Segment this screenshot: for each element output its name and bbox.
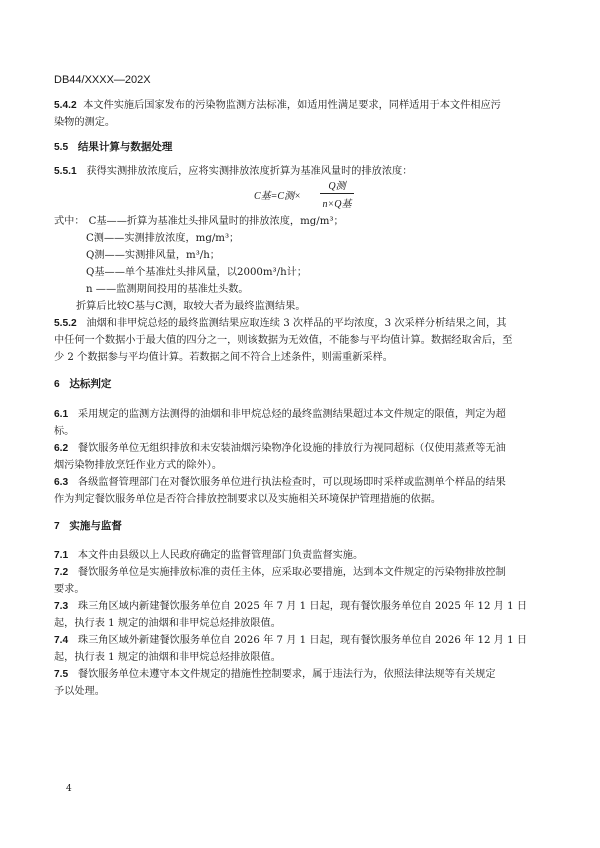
- clause-number: 7.5: [54, 669, 69, 680]
- section-number: 6: [54, 379, 60, 390]
- formula-fraction: [320, 177, 354, 210]
- clause-text: 餐饮服务单位未遵守本文件规定的措施性控制要求，属于违法行为，依照法律法规等有关规定: [77, 669, 496, 680]
- clause-7-4-cont: 起，执行表 1 规定的油烟和非甲烷总烃排放限值。: [54, 652, 281, 663]
- clause-6-1-cont: 标。: [54, 426, 75, 437]
- concentration-formula: [254, 177, 354, 211]
- page-number: 4: [66, 784, 72, 794]
- clause-text: 珠三角区域内新建餐饮服务单位自 2025 年 7 月 1 日起，现有餐饮服务单位自 2025 年 12 月 1 日: [77, 601, 528, 612]
- document-code: DB44/XXXX—202X: [54, 74, 151, 86]
- clause-number: 5.4.2: [54, 100, 77, 111]
- clause-text: 各级监督管理部门在对餐饮服务单位进行执法检查时，可以现场即时采样或监测单个样品的结果: [77, 477, 506, 488]
- clause-number: 5.5.1: [54, 166, 77, 177]
- clause-text: 餐饮服务单位是实施排放标准的责任主体，应采取必要措施，达到本文件规定的污染物排放控制: [77, 567, 506, 578]
- clause-7-3: [54, 597, 527, 612]
- section-title: 实施与监督: [69, 520, 122, 532]
- clause-5-4-2-cont: 染物的测定。: [54, 117, 116, 128]
- clause-7-1: [54, 546, 363, 561]
- where-label: 式中：: [54, 216, 85, 227]
- clause-number: 5.5.2: [54, 318, 77, 329]
- clause-7-2: [54, 563, 506, 578]
- definition-n: n ——监测期间投用的基准灶头数。: [86, 284, 249, 295]
- clause-5-5-1: [54, 162, 412, 177]
- section-title: 达标判定: [69, 378, 112, 390]
- clause-5-5-2-cont2: 少 2 个数据参与平均值计算。若数据之间不符合上述条件，则需重新采样。: [54, 352, 393, 363]
- clause-text: 本文件由县级以上人民政府确定的监督管理部门负责监督实施。: [77, 550, 364, 561]
- formula-numerator: Q测: [320, 177, 354, 194]
- formula-lhs: C基=C测×: [254, 191, 301, 202]
- clause-text: 采用规定的监测方法测得的油烟和非甲烷总烃的最终监测结果超过本文件规定的限值，判定为超: [77, 409, 506, 420]
- clause-7-2-cont: 要求。: [54, 584, 85, 595]
- clause-6-2: [54, 439, 506, 454]
- formula-denominator: n×Q基: [322, 199, 352, 210]
- clause-5-5-2: [54, 314, 506, 329]
- clause-6-2-cont: 烟污染物排放烹饪作业方式的除外）。: [54, 460, 223, 471]
- clause-number: 7.1: [54, 550, 69, 561]
- section-6-heading: [54, 376, 111, 391]
- section-5-5-heading: [54, 139, 172, 154]
- definition-q-base: Q基——单个基准灶头排风量，以2000m³/h计；: [86, 267, 308, 278]
- clause-7-5: [54, 665, 496, 680]
- clause-5-4-2: [54, 96, 501, 111]
- definition-c-measured: C测——实测排放浓度，mg/m³；: [86, 233, 240, 244]
- clause-number: 7.2: [54, 567, 69, 578]
- clause-number: 6.3: [54, 477, 69, 488]
- comparison-note: 折算后比较C基与C测，取较大者为最终监测结果。: [76, 301, 306, 312]
- clause-number: 7.3: [54, 601, 69, 612]
- clause-text: 餐饮服务单位无组织排放和未安装油烟污染物净化设施的排放行为视同超标（仅使用蒸煮等无油: [77, 443, 506, 454]
- clause-6-3: [54, 473, 506, 488]
- section-title: 结果计算与数据处理: [77, 141, 173, 153]
- section-number: 7: [54, 521, 60, 532]
- clause-6-3-cont: 作为判定餐饮服务单位是否符合排放控制要求以及实施相关环境保护管理措施的依据。: [54, 494, 442, 505]
- clause-number: 7.4: [54, 635, 69, 646]
- definition-intro: [54, 212, 344, 227]
- definition-q-measured: Q测——实测排风量，m³/h；: [86, 250, 220, 261]
- section-number: 5.5: [54, 142, 69, 153]
- clause-text: 获得实测排放浓度后，应将实测排放浓度折算为基准风量时的排放浓度：: [86, 166, 413, 177]
- definition-c-base: C基——折算为基准灶头排风量时的排放浓度，mg/m³；: [88, 216, 344, 227]
- clause-number: 6.2: [54, 443, 69, 454]
- clause-text: 本文件实施后国家发布的污染物监测方法标准，如适用性满足要求，同样适用于本文件相应污: [83, 100, 501, 111]
- clause-7-5-cont: 予以处理。: [54, 686, 105, 697]
- clause-text: 油烟和非甲烷总烃的最终监测结果应取连续 3 次样品的平均浓度，3 次采样分析结果之间，其: [86, 318, 507, 329]
- clause-6-1: [54, 405, 506, 420]
- clause-7-4: [54, 631, 527, 646]
- section-7-heading: [54, 518, 122, 533]
- clause-5-5-2-cont1: 中任何一个数据小于最大值的四分之一，则该数据为无效值，不能参与平均值计算。数据经取舍后，至: [54, 335, 513, 346]
- clause-7-3-cont: 起，执行表 1 规定的油烟和非甲烷总烃排放限值。: [54, 618, 281, 629]
- clause-text: 珠三角区域外新建餐饮服务单位自 2026 年 7 月 1 日起，现有餐饮服务单位自 2026 年 12 月 1 日: [77, 635, 528, 646]
- clause-number: 6.1: [54, 409, 69, 420]
